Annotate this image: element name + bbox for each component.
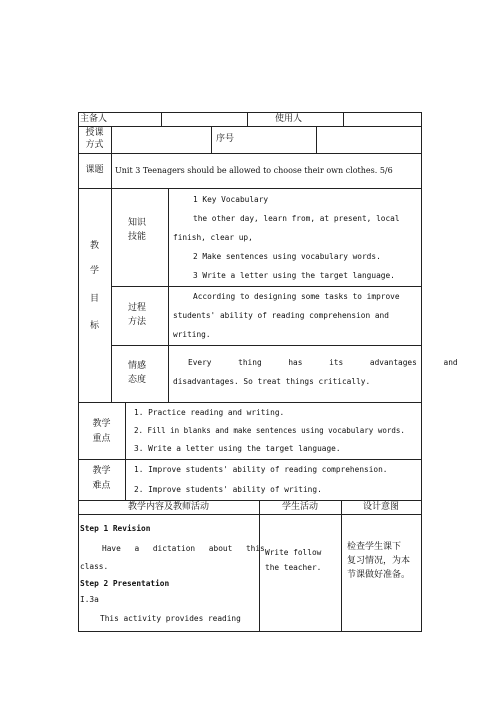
- emotion-label-1: 情感: [128, 361, 147, 371]
- sequence-label: 序号: [216, 134, 235, 144]
- column-content-header: 教学内容及教师活动: [127, 502, 209, 512]
- rule-r1-a: [161, 112, 162, 126]
- key-points-label-1: 教学: [92, 419, 111, 429]
- preparer-label: 主备人: [80, 114, 108, 124]
- knowledge-line-1: 1 Key Vocabulary: [193, 195, 269, 204]
- process-line-2: students' ability of reading comprehension and: [173, 311, 389, 320]
- process-label-1: 过程: [128, 303, 147, 313]
- knowledge-line-4: 2 Make sentences using vocabulary words.: [193, 252, 381, 261]
- step1-text-line-1: [102, 543, 265, 554]
- topic-label: 课题: [85, 165, 104, 175]
- knowledge-line-5: 3 Write a letter using the target language.: [193, 271, 395, 280]
- objectives-char-2: 学: [89, 266, 99, 276]
- rule-left: [78, 112, 79, 631]
- objectives-char-4: 标: [89, 321, 99, 331]
- rule-obj-b: [168, 188, 169, 402]
- rule-top: [78, 112, 422, 113]
- process-line-3: writing.: [173, 330, 211, 339]
- item-label: I.3a: [80, 595, 99, 604]
- rule-col-a: [259, 500, 260, 631]
- objectives-char-3: 目: [89, 294, 99, 304]
- rule-r2-c: [316, 126, 317, 153]
- column-student-header: 学生活动: [281, 502, 318, 512]
- rule-sub1: [111, 286, 422, 287]
- key-point-3: 3. Write a letter using the target language.: [134, 444, 341, 453]
- process-label-2: 方法: [128, 317, 147, 327]
- rule-obj-a: [111, 188, 112, 402]
- rule-r2-a: [111, 126, 112, 153]
- step1-text-1: Have a dictation about this: [102, 544, 265, 553]
- lesson-type-label-1: 授课: [85, 128, 104, 138]
- step1-title: Step 1 Revision: [80, 524, 151, 533]
- emotion-line-1-text: Every thing has its advantages and: [188, 358, 458, 367]
- student-activity-1: Write follow: [265, 548, 322, 557]
- emotion-line-2: disadvantages. So treat things critically.: [173, 377, 371, 386]
- topic-value: Unit 3 Teenagers should be allowed to choose their own clothes. 5/6: [115, 166, 393, 175]
- key-point-1: 1. Practice reading and writing.: [134, 408, 285, 417]
- step2-title: Step 2 Presentation: [80, 579, 170, 588]
- student-activity-2: the teacher.: [265, 563, 322, 572]
- step1-text-2: class.: [80, 562, 109, 571]
- rule-r2-b: [211, 126, 212, 153]
- rule-r3: [78, 188, 422, 189]
- objectives-char-1: 教: [89, 241, 99, 251]
- rule-r1-c: [343, 112, 344, 126]
- difficult-point-1: 1. Improve students' ability of reading comprehension.: [134, 465, 388, 474]
- difficult-point-2: 2. Improve students' ability of writing.: [134, 485, 322, 494]
- user-label: 使用人: [275, 114, 303, 124]
- knowledge-label-2: 技能: [128, 232, 147, 242]
- rule-r6: [78, 500, 422, 501]
- rule-r1: [78, 126, 422, 127]
- emotion-line-1: [188, 357, 458, 368]
- rule-r7: [78, 514, 422, 515]
- rule-r1-b: [247, 112, 248, 126]
- design-intent-2: 复习情况，为本: [347, 556, 411, 566]
- emotion-label-2: 态度: [128, 375, 147, 385]
- knowledge-label-1: 知识: [128, 218, 147, 228]
- column-design-header: 设计意图: [362, 502, 399, 512]
- knowledge-line-2: the other day, learn from, at present, local: [193, 214, 400, 223]
- design-intent-1: 检查学生课下: [347, 542, 402, 552]
- rule-bottom: [78, 631, 422, 632]
- rule-r3-a: [111, 153, 112, 188]
- key-point-2: 2. Fill in blanks and make sentences using vocabulary words.: [134, 426, 405, 435]
- rule-right: [421, 112, 422, 631]
- difficult-points-label-1: 教学: [92, 466, 111, 476]
- rule-r2: [78, 153, 422, 154]
- rule-key-a: [125, 402, 126, 500]
- knowledge-line-3: finish, clear up,: [173, 233, 253, 242]
- design-intent-3: 节课做好准备。: [347, 570, 411, 580]
- process-line-1: According to designing some tasks to improve: [193, 292, 400, 301]
- rule-sub2: [111, 345, 422, 346]
- rule-r5: [78, 459, 422, 460]
- lesson-type-label-2: 方式: [85, 140, 104, 150]
- difficult-points-label-2: 难点: [92, 481, 111, 491]
- item-text: This activity provides reading: [100, 614, 241, 623]
- rule-r4: [78, 402, 422, 403]
- rule-col-b: [341, 500, 342, 631]
- key-points-label-2: 重点: [92, 434, 111, 444]
